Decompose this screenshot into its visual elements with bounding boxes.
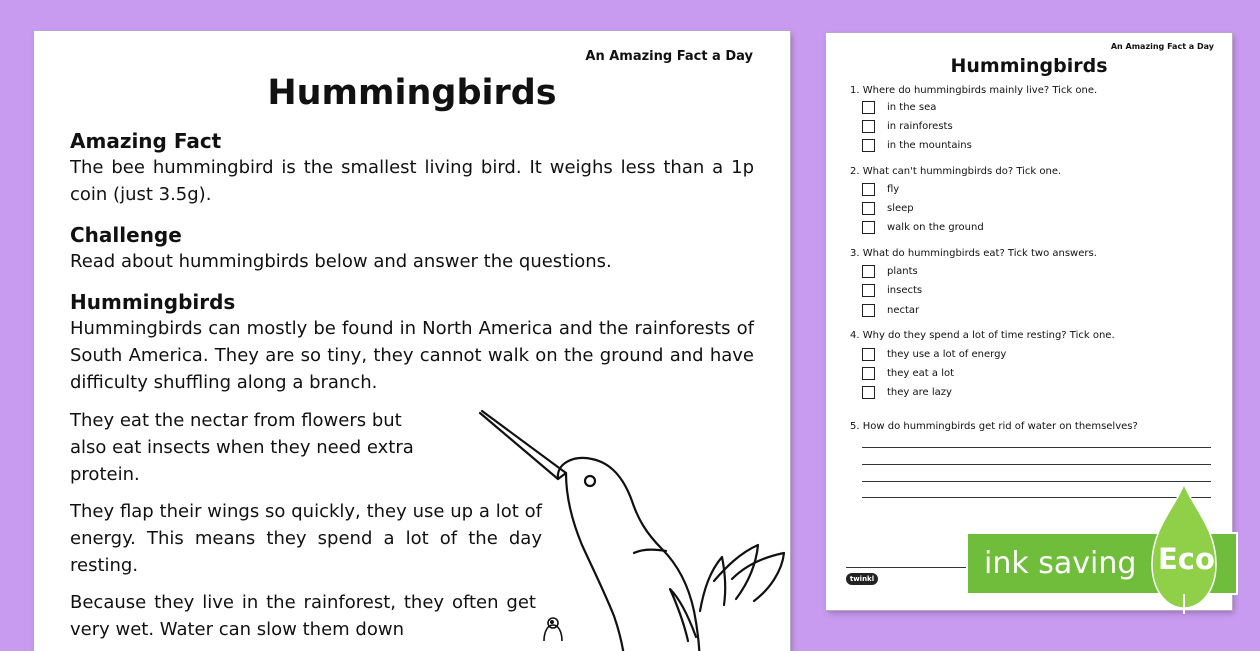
checkbox[interactable]	[862, 386, 875, 399]
question-3: 3. What do hummingbirds eat? Tick two answers.	[850, 248, 1097, 259]
eco-label: Eco	[1158, 542, 1215, 576]
checkbox[interactable]	[862, 367, 875, 380]
answer-line[interactable]	[862, 447, 1211, 448]
bird-icon	[538, 613, 568, 643]
question-sheet-title: Hummingbirds	[950, 55, 1108, 77]
question-1: 1. Where do hummingbirds mainly live? Tick one.	[850, 85, 1098, 96]
q2-option-3[interactable]: walk on the ground	[862, 219, 984, 235]
checkbox[interactable]	[862, 304, 875, 317]
checkbox[interactable]	[862, 139, 875, 152]
q4-option-1[interactable]: they use a lot of energy	[862, 346, 1006, 362]
question-5: 5. How do hummingbirds get rid of water on themselves?	[850, 421, 1138, 432]
paragraph-3: They flap their wings so quickly, they use up a lot of energy. This means they spend a lot of the day resting.	[70, 501, 542, 576]
footer-rule	[846, 567, 966, 568]
q1-option-1[interactable]: in the sea	[862, 99, 936, 115]
fact-sheet-page	[34, 31, 790, 651]
fact-text: The bee hummingbird is the smallest living bird. It weighs less than a 1p coin (just 3.5g).	[70, 157, 754, 205]
fact-heading: Amazing Fact	[70, 129, 222, 153]
checkbox[interactable]	[862, 120, 875, 133]
challenge-heading: Challenge	[70, 223, 182, 247]
q3-option-2[interactable]: insects	[862, 282, 922, 298]
question-4: 4. Why do they spend a lot of time resting? Tick one.	[850, 330, 1115, 341]
q1-option-2[interactable]: in rainforests	[862, 118, 953, 134]
paragraph-2: They eat the nectar from flowers but also eat insects when they need extra protein.	[70, 410, 414, 485]
q2-option-2[interactable]: sleep	[862, 200, 914, 216]
question-2: 2. What can't hummingbirds do? Tick one.	[850, 166, 1062, 177]
ink-saving-label: ink saving	[984, 546, 1137, 581]
challenge-text: Read about hummingbirds below and answer the questions.	[70, 251, 612, 272]
amazing-fact-section	[70, 129, 754, 208]
sheet-tag: An Amazing Fact a Day	[585, 49, 753, 64]
section-heading: Hummingbirds	[70, 290, 236, 314]
hummingbird-illustration	[464, 401, 790, 651]
page-title: Hummingbirds	[267, 73, 557, 113]
answer-line[interactable]	[862, 464, 1211, 465]
q3-option-3[interactable]: nectar	[862, 302, 919, 318]
checkbox[interactable]	[862, 348, 875, 361]
q3-option-1[interactable]: plants	[862, 263, 918, 279]
sheet-tag-small: An Amazing Fact a Day	[1110, 42, 1214, 51]
challenge-section	[70, 223, 754, 275]
q4-option-2[interactable]: they eat a lot	[862, 365, 954, 381]
q2-option-1[interactable]: fly	[862, 181, 899, 197]
paragraph-1: Hummingbirds can mostly be found in North America and the rainforests of South America. They are so tiny, they cannot walk on the ground and have difficulty shuffling along a branch.	[70, 318, 754, 393]
twinkl-logo: twinkl	[846, 573, 878, 585]
q1-option-3[interactable]: in the mountains	[862, 137, 972, 153]
checkbox[interactable]	[862, 101, 875, 114]
checkbox[interactable]	[862, 202, 875, 215]
checkbox[interactable]	[862, 284, 875, 297]
checkbox[interactable]	[862, 265, 875, 278]
info-section	[70, 290, 754, 396]
q4-option-3[interactable]: they are lazy	[862, 384, 952, 400]
checkbox[interactable]	[862, 221, 875, 234]
paragraph-4: Because they live in the rainforest, they often get very wet. Water can slow them down	[70, 592, 536, 640]
checkbox[interactable]	[862, 183, 875, 196]
